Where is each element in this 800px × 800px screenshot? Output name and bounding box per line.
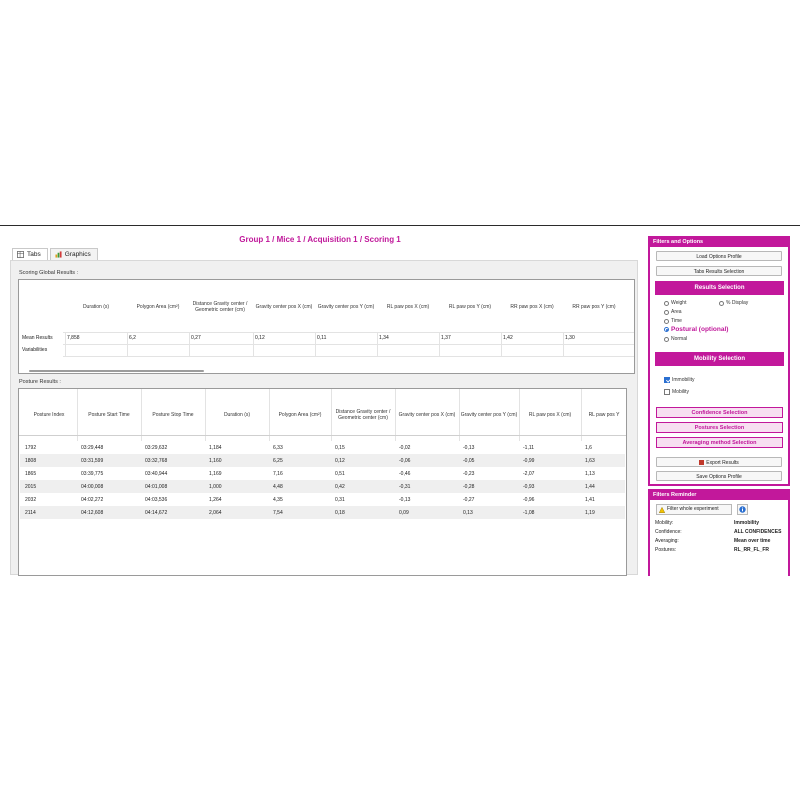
table-cell: -0,27 [463,497,475,503]
table-cell: -0,46 [399,471,411,477]
export-results-label: Export Results [706,460,739,466]
table-cell: 1865 [25,471,37,477]
radio-weight[interactable] [664,300,686,306]
filters-options-header: Filters and Options [650,238,788,247]
column-divider [253,332,254,356]
filter-whole-experiment-label: Filter whole experiment [667,506,719,512]
radio-time[interactable] [664,318,682,324]
global-results-table [18,279,635,374]
header-divider [19,435,627,436]
table-cell: 03:31,599 [81,458,104,464]
radio-label: % Display [726,300,749,306]
table-cell: 4,35 [273,497,283,503]
confidence-selection-button[interactable]: Confidence Selection [656,407,783,418]
checkbox-checked [664,377,670,383]
radio-label: Time [671,318,682,324]
table-cell: -1,08 [523,510,535,516]
tab-label: Graphics [64,251,91,258]
checkbox-label: Mobility [672,389,689,395]
top-separator-line [0,225,800,226]
table-cell: 6,33 [273,445,283,451]
table-cell: -0,02 [399,445,411,451]
table-cell: 04:01,008 [145,484,168,490]
table-cell: 0,12 [335,458,345,464]
table-cell: 1,19 [585,510,595,516]
tab-tabs[interactable] [12,248,48,260]
table-cell: 1,6 [585,445,592,451]
tab-graphics[interactable] [50,248,98,260]
table-cell: 6,2 [129,335,136,341]
mobility-selection-header: Mobility Selection [655,352,784,366]
radio-percent-display[interactable] [719,300,748,306]
table-cell: 04:00,008 [81,484,104,490]
tab-bar [12,248,98,260]
column-header: Posture Index [33,412,65,418]
table-cell: 1,169 [209,471,222,477]
radio-button [664,310,669,315]
table-cell: 0,51 [335,471,345,477]
reminder-key: Averaging: [655,538,679,544]
table-cell: -0,28 [463,484,475,490]
table-cell: 1,42 [503,335,513,341]
column-divider [65,332,66,356]
checkbox [664,389,670,395]
radio-normal[interactable] [664,336,687,342]
column-divider [377,332,378,356]
row-divider [63,332,635,333]
table-cell: -0,23 [463,471,475,477]
save-options-profile-button[interactable]: Save Options Profile [656,471,782,481]
column-header: RL paw pos X (cm) [386,304,430,310]
column-header: RR paw pos Y (cm) [572,304,616,310]
radio-button [664,319,669,324]
table-cell: 4,48 [273,484,283,490]
reminder-key: Confidence: [655,529,682,535]
column-header: Posture Stop Time [152,412,194,418]
table-cell: 04:02,272 [81,497,104,503]
reminder-value: Immobility [734,520,760,526]
row-divider [63,356,635,357]
table-cell: 0,42 [335,484,345,490]
table-cell: 04:03,536 [145,497,168,503]
table-cell: 1,30 [565,335,575,341]
column-header: RR paw pos X (cm) [510,304,554,310]
checkbox-immobility[interactable] [664,377,695,383]
reminder-key: Postures: [655,547,677,553]
radio-label: Weight [671,300,687,306]
postures-selection-button[interactable]: Postures Selection [656,422,783,433]
table-icon [17,251,24,258]
filter-whole-experiment-button[interactable] [656,504,732,515]
radio-label: Area [671,309,682,315]
horizontal-scrollbar [29,370,204,372]
row-divider [63,344,635,345]
column-divider [501,332,502,356]
table-cell: 0,18 [335,510,345,516]
column-divider [563,332,564,356]
table-cell: 2114 [25,510,36,516]
table-cell: -2,07 [523,471,535,477]
table-cell: 1,264 [209,497,222,503]
column-header: Gravity center pos X (cm) [255,304,313,310]
page-title: Group 1 / Mice 1 / Acquisition 1 / Scoring 1 [239,235,401,244]
table-cell: 2015 [25,484,37,490]
radio-button [719,301,724,306]
export-icon [699,460,704,465]
column-header: Polygon Area (cm²) [278,412,322,418]
column-header: Duration (s) [223,412,251,418]
table-cell: 04:12,608 [81,510,104,516]
global-results-label: Scoring Global Results : [19,270,78,276]
column-divider [315,332,316,356]
table-cell: -0,96 [523,497,535,503]
tabs-results-selection-button[interactable]: Tabs Results Selection [656,266,782,276]
results-selection-header: Results Selection [655,281,784,295]
warning-icon [659,507,665,513]
column-header: Gravity center pos Y (cm) [460,412,518,418]
table-cell: 03:40,944 [145,471,168,477]
table-cell: 1,13 [585,471,595,477]
table-cell: 0,15 [335,445,345,451]
help-button[interactable] [737,504,748,515]
table-cell: -1,11 [523,445,535,451]
reminder-value: Mean over time [734,538,771,544]
table-cell: 1808 [25,458,37,464]
radio-button-selected [664,327,669,332]
column-header: Polygon Area (cm²) [136,304,180,310]
column-header: RL paw pos Y [588,412,620,418]
table-cell: -0,05 [463,458,475,464]
filters-options-panel [648,236,790,486]
table-cell: 7,858 [67,335,80,341]
column-header: Gravity center pos Y (cm) [317,304,375,310]
table-cell: 04:14,672 [145,510,168,516]
radio-button [664,337,669,342]
table-cell: -0,06 [399,458,411,464]
table-cell: 03:29,448 [81,445,104,451]
table-cell: 03:29,632 [145,445,168,451]
row-header: Mean Results [22,335,53,341]
radio-postural[interactable] [664,326,728,333]
radio-label: Postural (optional) [671,326,729,333]
table-cell: 03:32,768 [145,458,168,464]
column-header: Duration (s) [82,304,110,310]
column-header: RL paw pos Y (cm) [448,304,492,310]
bar-chart-icon [55,251,62,258]
table-cell: 0,27 [191,335,201,341]
table-cell: 0,13 [463,510,473,516]
table-cell: 7,16 [273,471,283,477]
table-cell: 1,37 [441,335,451,341]
table-cell: 1792 [25,445,37,451]
column-divider [439,332,440,356]
table-cell: 1,184 [209,445,222,451]
posture-results-table [18,388,627,576]
table-cell: 7,54 [273,510,283,516]
table-cell: 2,064 [209,510,222,516]
table-cell: 0,31 [335,497,345,503]
table-cell: -0,13 [463,445,475,451]
tab-label: Tabs [27,251,41,258]
table-cell: 1,160 [209,458,222,464]
filters-reminder-header: Filters Reminder [650,491,788,500]
averaging-method-selection-button[interactable]: Averaging method Selection [656,437,783,448]
table-cell: 1,34 [379,335,389,341]
filters-reminder-panel [648,489,790,576]
table-cell: 0,11 [317,335,327,341]
column-header: Gravity center pos X (cm) [398,412,456,418]
checkbox-label: Immobility [672,377,695,383]
column-divider [189,332,190,356]
radio-label: Normal [671,336,688,342]
table-cell: -0,13 [399,497,411,503]
row-header: Variabilities [22,347,48,353]
table-cell: 03:39,775 [81,471,104,477]
table-cell: 6,25 [273,458,283,464]
radio-area[interactable] [664,309,682,315]
table-cell: 1,000 [209,484,222,490]
table-cell: 2032 [25,497,37,503]
export-results-button[interactable] [656,457,782,467]
posture-results-label: Posture Results : [19,379,61,385]
column-header: RL paw pos X (cm) [528,412,572,418]
table-cell: 0,09 [399,510,409,516]
radio-button [664,301,669,306]
column-header: Distance Gravity center / Geometric center (cm) [192,301,248,313]
table-cell: 0,12 [255,335,265,341]
table-cell: -0,93 [523,484,535,490]
table-cell: 1,41 [585,497,595,503]
load-options-profile-button[interactable]: Load Options Profile [656,251,782,261]
checkbox-mobility[interactable] [664,389,689,395]
column-header: Distance Gravity center / Geometric center (cm) [335,409,391,421]
table-row [20,441,625,454]
reminder-value: ALL CONFIDENCES [734,529,782,535]
reminder-key: Mobility: [655,520,674,526]
table-cell: 1,63 [585,458,595,464]
table-cell: -0,31 [399,484,411,490]
table-cell: -0,99 [523,458,535,464]
column-divider [127,332,128,356]
table-cell: 1,44 [585,484,595,490]
column-header: Posture Start Time [88,412,130,418]
help-icon [739,506,746,513]
reminder-value: RL_RR_FL_FR [734,547,770,553]
